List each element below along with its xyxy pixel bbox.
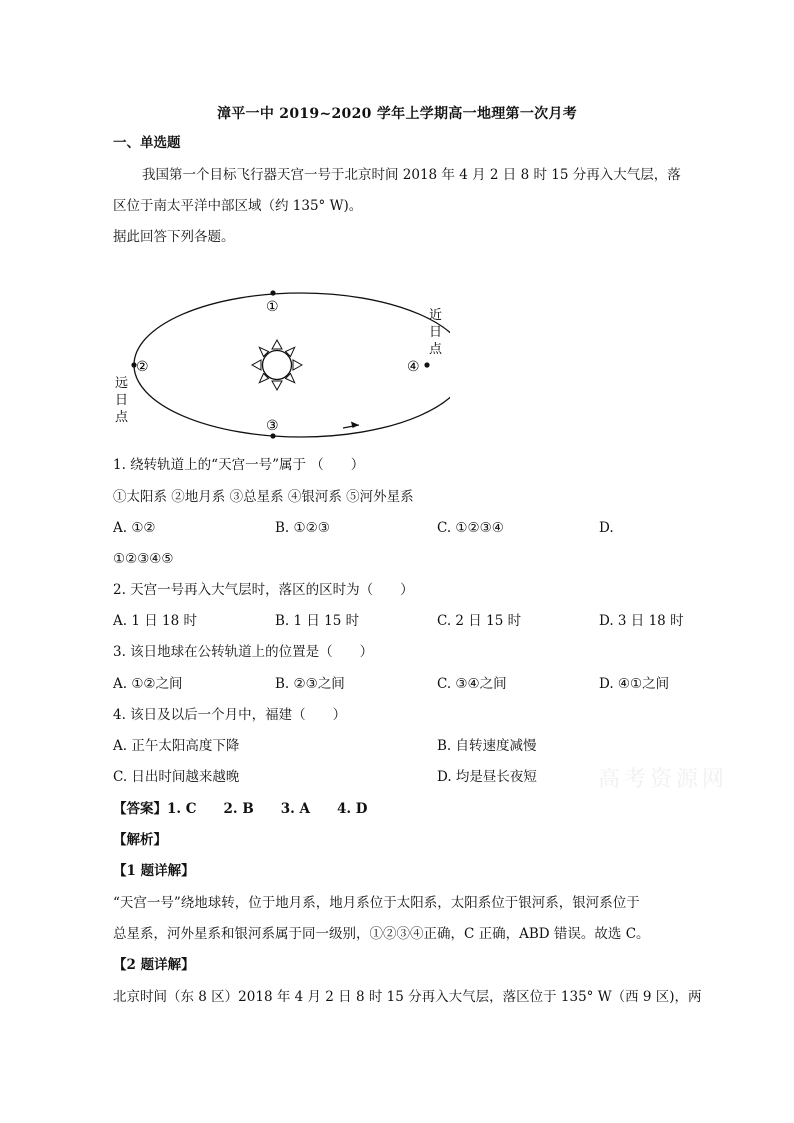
- question-2-option-b: B. 1 日 15 时: [275, 613, 360, 629]
- question-4-stem: 4. 该日及以后一个月中，福建（ ）: [113, 707, 347, 723]
- answer-line: 【答案】1. C 2. B 3. A 4. D: [113, 801, 368, 817]
- aphelion-label-3: 点: [115, 410, 129, 425]
- position-label-3: ③: [266, 418, 279, 434]
- question-3-option-c: C. ③④之间: [437, 676, 507, 692]
- orbit-point-top: [270, 290, 275, 295]
- perihelion-label-2: 日: [429, 325, 443, 340]
- detail-2-heading: 【2 题详解】: [113, 957, 195, 973]
- aphelion-label-2: 日: [115, 393, 129, 408]
- detail-1-line-1: “天宫一号”绕地球转，位于地月系，地月系位于太阳系，太阳系位于银河系，银河系位于: [113, 895, 640, 911]
- question-3-stem: 3. 该日地球在公转轨道上的位置是（ ）: [113, 644, 374, 660]
- detail-1-heading: 【1 题详解】: [113, 863, 195, 879]
- watermark: 高考资源网: [598, 767, 729, 792]
- question-1-stem: 1. 绕转轨道上的“天宫一号”属于 （ ）: [113, 457, 365, 473]
- sun-icon: [252, 340, 302, 390]
- analysis-heading: 【解析】: [113, 832, 167, 848]
- question-4-option-a: A. 正午太阳高度下降: [113, 738, 240, 754]
- question-2-option-a: A. 1 日 18 时: [113, 613, 197, 629]
- question-4-option-c: C. 日出时间越来越晚: [113, 769, 240, 785]
- question-3-option-a: A. ①②之间: [113, 676, 183, 692]
- perihelion-label-3: 点: [429, 342, 443, 357]
- detail-2-line-1: 北京时间（东 8 区）2018 年 4 月 2 日 8 时 15 分再入大气层，落区位于 135° W（西 9 区)，两: [113, 989, 702, 1005]
- detail-1-line-2: 总星系，河外星系和银河系属于同一级别，①②③④正确，C 正确，ABD 错误。故选 C。: [113, 926, 650, 942]
- question-4-option-b: B. 自转速度减慢: [437, 738, 537, 754]
- question-3-option-d: D. ④①之间: [599, 676, 670, 692]
- question-4-option-d: D. 均是昼长夜短: [437, 769, 537, 785]
- passage-line-3: 据此回答下列各题。: [113, 229, 235, 245]
- question-1-option-c: C. ①②③④: [437, 520, 504, 536]
- question-1-option-a: A. ①②: [113, 520, 156, 536]
- question-1-note: ①太阳系 ②地月系 ③总星系 ④银河系 ⑤河外星系: [113, 489, 414, 505]
- section-heading: 一、单选题: [113, 135, 181, 151]
- question-1-option-d: D.: [599, 520, 614, 536]
- orbit-point-right: [424, 362, 429, 367]
- perihelion-label-1: 近: [429, 308, 443, 323]
- aphelion-label-1: 远: [115, 376, 129, 391]
- orbit-point-bottom: [270, 433, 275, 438]
- position-label-2: ②: [136, 359, 149, 375]
- question-2-stem: 2. 天宫一号再入大气层时，落区的区时为（ ）: [113, 582, 414, 598]
- question-1-option-b: B. ①②③: [275, 520, 330, 536]
- question-2-option-d: D. 3 日 18 时: [599, 613, 684, 629]
- question-2-option-c: C. 2 日 15 时: [437, 613, 522, 629]
- position-label-1: ①: [266, 299, 279, 315]
- exam-title: 漳平一中 2019~2020 学年上学期高一地理第一次月考: [216, 106, 578, 122]
- passage-line-1: 我国第一个目标飞行器天宫一号于北京时间 2018 年 4 月 2 日 8 时 15 分再入大气层，落: [142, 167, 681, 183]
- question-3-option-b: B. ②③之间: [275, 676, 345, 692]
- earth-orbit-diagram: [105, 285, 450, 445]
- position-label-4: ④: [407, 359, 420, 375]
- passage-line-2: 区位于南太平洋中部区域（约 135° W)。: [113, 198, 363, 214]
- question-1-option-d-content: ①②③④⑤: [113, 551, 174, 567]
